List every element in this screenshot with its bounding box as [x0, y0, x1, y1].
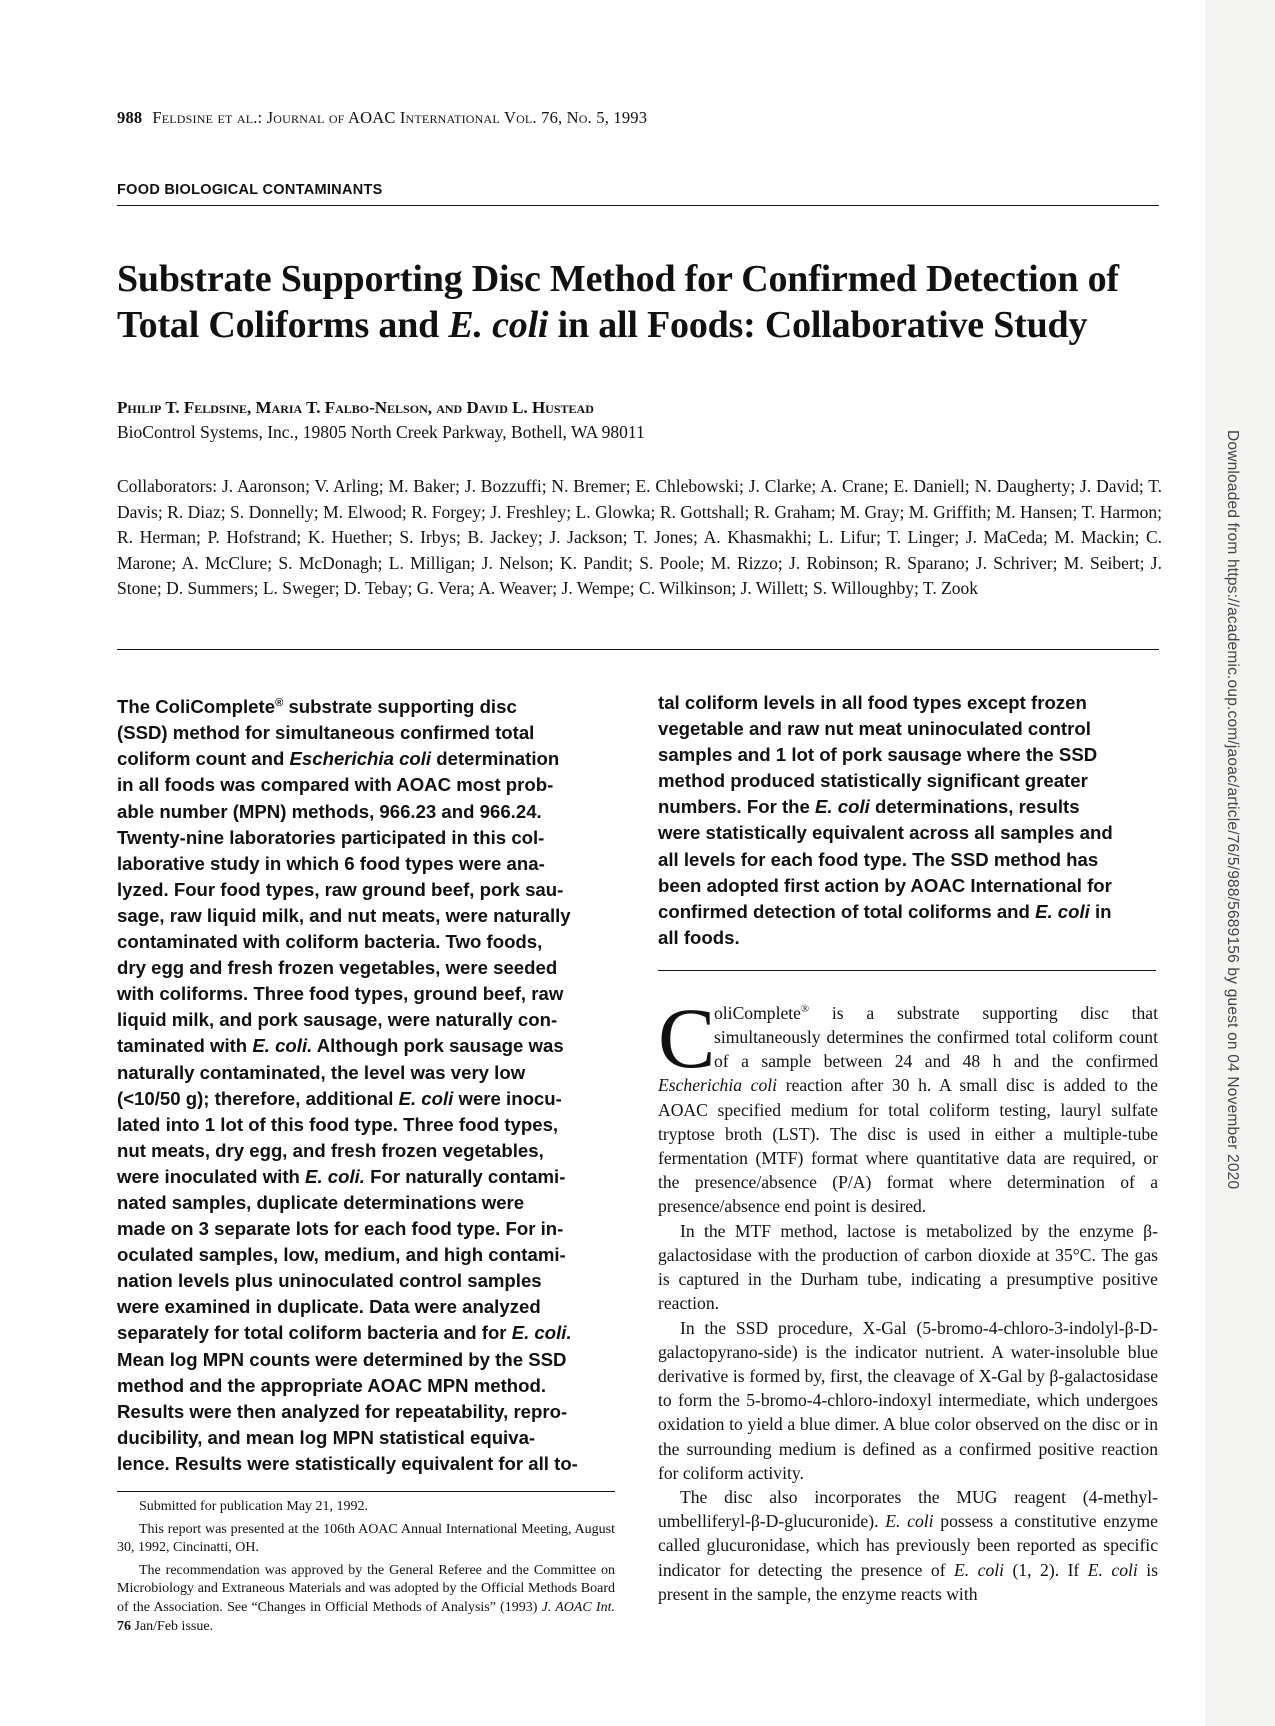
- footnote-recommendation: [117, 1562, 615, 1636]
- abstract-line: confirmed detection of total coliforms and: [658, 900, 1036, 922]
- article-title: [117, 256, 1167, 348]
- abstract-line: in: [1089, 900, 1112, 922]
- title-line-2b: in all Foods: Collaborative Study: [548, 304, 1088, 346]
- running-head-text: Feldsine et al.: Journal of AOAC International Vol. 76, No. 5, 1993: [152, 108, 648, 127]
- abstract-line: numbers. For the: [658, 796, 816, 818]
- abstract-line: all foods.: [658, 926, 740, 948]
- body-italic: Escherichia coli: [658, 1075, 778, 1096]
- abstract-italic: Escherichia coli: [289, 748, 432, 770]
- abstract-line: substrate supporting disc: [283, 696, 517, 718]
- abstract-line: method and the appropriate AOAC MPN method.: [117, 1374, 547, 1396]
- running-head: [117, 108, 647, 128]
- body-paragraph-3: In the SSD procedure, X-Gal (5-bromo-4-chloro-3-indolyl-β-D-galactopyrano-side) is the indicator nutrient. A water-insoluble blue derivative is formed by, first, the cleavage of X-Gal by β-galactosidase to form the 5-bromo-4-chloro-indoxyl intermediate, which undergoes oxidation to yield a blue dimer. A blue color observed on the disc or in the surrounding medium is defined as a confirmed positive reaction for coliform activity.: [658, 1317, 1158, 1483]
- abstract-line: Mean log MPN counts were determined by the SSD: [117, 1348, 567, 1370]
- body-italic: E. coli: [954, 1559, 1005, 1580]
- abstract-line: Although pork sausage was: [312, 1035, 564, 1057]
- footnote-italic: J. AOAC Int.: [541, 1599, 615, 1615]
- page-number: 988: [117, 108, 143, 127]
- abstract-left-column: [117, 690, 615, 1477]
- authors: Philip T. Feldsine, Maria T. Falbo-Nelson, and David L. Hustead: [117, 398, 594, 417]
- abstract-line: samples and 1 lot of pork sausage where the SSD: [658, 744, 1098, 766]
- abstract-line: For naturally contami-: [364, 1165, 566, 1187]
- abstract-line: able number (MPN) methods, 966.23 and 966.24.: [117, 800, 542, 822]
- abstract-line: sage, raw liquid milk, and nut meats, were naturally: [117, 904, 571, 926]
- footnote-text-run: Jan/Feb issue.: [131, 1618, 214, 1634]
- abstract-line: laborative study in which 6 food types were ana-: [117, 852, 545, 874]
- download-watermark: Downloaded from https://academic.oup.com/jaoac/article/76/5/988/5689156 by guest on 04 November 2020: [1224, 430, 1241, 1190]
- body-text-run: oliComplete: [714, 1002, 801, 1023]
- abstract-line: liquid milk, and pork sausage, were naturally con-: [117, 1009, 558, 1031]
- abstract-right-column: [658, 690, 1156, 951]
- abstract-italic: E. coli.: [305, 1165, 365, 1187]
- abstract-line: tal coliform levels in all food types except frozen: [658, 692, 1087, 713]
- body-paragraph-4: [658, 1485, 1158, 1606]
- body-italic: E. coli: [885, 1511, 934, 1532]
- title-line-2a: Total Coliforms and: [117, 304, 449, 346]
- abstract-italic: E. coli.: [252, 1035, 313, 1057]
- title-line-1: Substrate Supporting Disc Method for Confirmed Detection of: [117, 258, 1119, 300]
- footnote-bold: 76: [117, 1618, 131, 1634]
- abstract-line: Twenty-nine laboratories participated in this col-: [117, 826, 545, 848]
- abstract-italic: E. coli: [398, 1087, 454, 1109]
- body-text-run: possess a constitutive enzyme called glucuronidase, which has previously been reported as specific indicator for detecting the presence of: [658, 1511, 1158, 1580]
- abstract-line: vegetable and raw nut meat uninoculated control: [658, 718, 1091, 740]
- drop-cap: C: [658, 990, 716, 1086]
- body-text-run: is present in the sample, the enzyme reacts with: [658, 1559, 1158, 1604]
- registered-mark: ®: [800, 1004, 809, 1015]
- abstract-line: determination: [431, 748, 560, 770]
- abstract-line: (<10/50 g); therefore, additional: [117, 1087, 399, 1109]
- abstract-italic: E. coli.: [511, 1322, 572, 1344]
- abstract-line: nation levels plus uninoculated control samples: [117, 1270, 542, 1292]
- abstract-line: naturally contaminated, the level was very low: [117, 1061, 526, 1083]
- abstract-line: ducibility, and mean log MPN statistical equiva-: [117, 1426, 536, 1448]
- abstract-line: lated into 1 lot of this food type. Three food types,: [117, 1113, 559, 1135]
- abstract-line: in all foods was compared with AOAC most prob-: [117, 774, 554, 796]
- abstract-line: Results were then analyzed for repeatability, repro-: [117, 1400, 568, 1422]
- abstract-line: lence. Results were statistically equivalent for all to-: [117, 1452, 578, 1474]
- section-label: FOOD BIOLOGICAL CONTAMINANTS: [117, 182, 383, 198]
- abstract-line: nut meats, dry egg, and fresh frozen vegetables,: [117, 1139, 544, 1161]
- body-text-run: (1, 2). If: [1004, 1559, 1088, 1580]
- header-divider: [117, 649, 1159, 650]
- abstract-line: made on 3 separate lots for each food type. For in-: [117, 1218, 564, 1240]
- body-paragraph-1: [658, 990, 1158, 1219]
- body-text-run: The disc also incorporates the MUG reagent (4-methyl-umbelliferyl-β-D-glucuronide).: [658, 1486, 1158, 1532]
- abstract-line: The ColiComplete: [117, 696, 276, 718]
- abstract-line: were statistically equivalent across all samples and: [658, 822, 1113, 844]
- abstract-line: lyzed. Four food types, raw ground beef, pork sau-: [117, 878, 564, 900]
- abstract-line: with coliforms. Three food types, ground beef, raw: [117, 983, 564, 1005]
- abstract-line: determinations, results: [869, 796, 1080, 818]
- registered-mark: ®: [275, 697, 284, 709]
- collaborators: Collaborators: J. Aaronson; V. Arling; M. Baker; J. Bozzuffi; N. Bremer; E. Chlebowski; J. Clarke; A. Crane; E. Daniell; N. Daugherty; J. David; T. Davis; R. Diaz; S. Donnelly; M. Elwood; R. Forgey; J. Freshley; L. Glowka; R. Gottshall; R. Graham; M. Gray; M. Griffith; M. Hansen; T. Harmon; R. Herman; P. Hofstrand; K. Huether; S. Irbys; B. Jackey; J. Jackson; T. Jones; A. Khasmakhi; L. Lifur; T. Linger; J. MaCeda; M. Mackin; C. Marone; A. McClure; S. McDonagh; L. Milligan; J. Nelson; K. Pandit; S. Poole; M. Rizzo; J. Robinson; R. Sparano; J. Schriver; M. Seibert; J. Stone; D. Summers; L. Sweger; D. Tebay; G. Vera; A. Weaver; J. Wempe; C. Wilkinson; J. Willett; S. Willoughby; T. Zook: [117, 476, 1162, 598]
- abstract-line: method produced statistically significant greater: [658, 770, 1088, 792]
- body-text-run: reaction after 30 h. A small disc is added to the AOAC specified medium for total coliform testing, lauryl sulfate tryptose broth (LST). The disc is used in either a multiple-tube fermentation (MTF) format where quantitative data are required, or the presence/absence (P/A) format where determination of a presence/absence end point is desired.: [658, 1075, 1158, 1217]
- body-italic: E. coli: [1087, 1559, 1138, 1580]
- abstract-line: nated samples, duplicate determinations were: [117, 1191, 525, 1213]
- body-paragraph-2: In the MTF method, lactose is metabolized by the enzyme β-galactosidase with the production of carbon dioxide at 35°C. The gas is captured in the Durham tube, indicating a presumptive positive reaction.: [658, 1220, 1158, 1314]
- abstract-line: separately for total coliform bacteria and for: [117, 1322, 512, 1344]
- abstract-line: coliform count and: [117, 748, 290, 770]
- title-line-2-italic: E. coli: [448, 304, 549, 346]
- abstract-line: (SSD) method for simultaneous confirmed total: [117, 722, 535, 744]
- footnote-text-run: The recommendation was approved by the General Referee and the Committee on Microbiology and Extraneous Materials and was adopted by the Official Methods Board of the Association. See “Changes in Official Methods of Analysis” (1993): [117, 1562, 615, 1615]
- abstract-line: were inocu-: [453, 1087, 562, 1109]
- body-text-run: is a substrate supporting disc that simultaneously determines the confirmed total coliform count of a sample between 24 and 48 h and the confirmed: [714, 1002, 1158, 1072]
- abstract-line: were examined in duplicate. Data were analyzed: [117, 1296, 541, 1318]
- body-text: [658, 990, 1158, 1606]
- abstract-line: were inoculated with: [117, 1165, 306, 1187]
- abstract-italic: E. coli: [815, 796, 870, 818]
- footnote-submitted: Submitted for publication May 21, 1992.: [139, 1499, 369, 1514]
- footnotes: [117, 1498, 615, 1640]
- abstract-line: been adopted first action by AOAC International for: [658, 874, 1112, 896]
- footnote-presented: This report was presented at the 106th AOAC Annual International Meeting, August 30, 1992, Cincinatti, OH.: [117, 1521, 615, 1556]
- section-divider: [117, 205, 1159, 206]
- affiliation: BioControl Systems, Inc., 19805 North Creek Parkway, Bothell, WA 98011: [117, 422, 645, 442]
- abstract-line: contaminated with coliform bacteria. Two foods,: [117, 931, 543, 953]
- abstract-line: dry egg and fresh frozen vegetables, were seeded: [117, 957, 558, 979]
- footnote-divider: [117, 1491, 615, 1492]
- abstract-line: all levels for each food type. The SSD method has: [658, 848, 1099, 870]
- abstract-end-divider: [658, 970, 1156, 971]
- abstract-italic: E. coli: [1035, 900, 1090, 922]
- abstract-line: oculated samples, low, medium, and high contami-: [117, 1244, 566, 1266]
- abstract-line: taminated with: [117, 1035, 253, 1057]
